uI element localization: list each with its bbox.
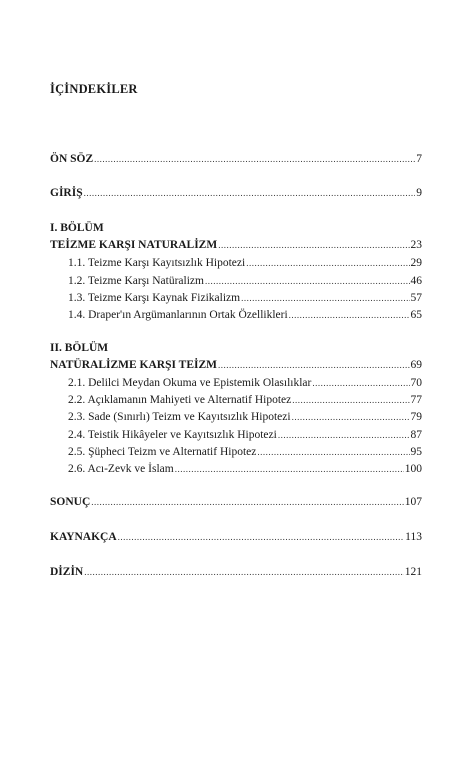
toc-entry-label: 1.1. Teizme Karşı Kayıtsızlık Hipotezi <box>68 257 246 269</box>
toc-page-number: 113 <box>405 531 422 543</box>
toc-page-number: 7 <box>416 153 422 165</box>
page-title: İÇİNDEKİLER <box>50 82 138 96</box>
toc-entry-label: TEİZME KARŞI NATURALİZM <box>50 239 218 251</box>
toc-page-number: 46 <box>410 275 422 287</box>
toc-entry-2-5[interactable] <box>68 445 422 459</box>
toc-entry-label: 2.1. Delilci Meydan Okuma ve Epistemik Olasılıklar <box>68 377 312 389</box>
toc-entry-1-3[interactable] <box>68 291 422 305</box>
dot-leader <box>278 428 410 442</box>
toc-entry-dizin[interactable] <box>50 565 422 579</box>
toc-entry-kaynakca[interactable] <box>50 530 422 544</box>
toc-page-number: 57 <box>410 292 422 304</box>
toc-page-number: 29 <box>410 257 422 269</box>
toc-entry-label: KAYNAKÇA <box>50 531 117 543</box>
toc-entry-label: 1.2. Teizme Karşı Natüralizm <box>68 275 204 287</box>
toc-entry-label: 2.5. Şüpheci Teizm ve Alternatif Hipotez <box>68 446 257 458</box>
dot-leader <box>289 308 410 322</box>
toc-entry-2-3[interactable] <box>68 410 422 424</box>
toc-entry-label: 2.3. Sade (Sınırlı) Teizm ve Kayıtsızlık Hipotezi <box>68 411 291 423</box>
toc-page-number: 121 <box>404 566 422 578</box>
toc-page-number: 79 <box>410 411 422 423</box>
dot-leader <box>246 256 409 270</box>
toc-entry-label: GİRİŞ <box>50 187 83 199</box>
toc-page-number: 65 <box>410 309 422 321</box>
toc-entry-2-4[interactable] <box>68 428 422 442</box>
dot-leader <box>292 393 409 407</box>
dot-leader <box>257 445 409 459</box>
toc-entry-label: SONUÇ <box>50 496 91 508</box>
dot-leader <box>84 186 416 200</box>
toc-entry-label: 1.4. Draper'ın Argümanlarının Ortak Özellikleri <box>68 309 288 321</box>
dot-leader <box>118 530 405 544</box>
part-heading-1: I. BÖLÜM <box>50 222 104 234</box>
dot-leader <box>175 462 404 476</box>
toc-entry-2-2[interactable] <box>68 393 422 407</box>
toc-entry-label: 2.4. Teistik Hikâyeler ve Kayıtsızlık Hipotezi <box>68 429 277 441</box>
toc-page-number: 23 <box>410 239 422 251</box>
part-heading-2: II. BÖLÜM <box>50 342 109 354</box>
toc-entry-1-4[interactable] <box>68 308 422 322</box>
toc-page-number: 77 <box>410 394 422 406</box>
toc-page-number: 9 <box>416 187 422 199</box>
toc-page-number: 107 <box>404 496 422 508</box>
toc-page-number: 70 <box>410 377 422 389</box>
toc-entry-label: NATÜRALİZME KARŞI TEİZM <box>50 359 217 371</box>
toc-entry-label: ÖN SÖZ <box>50 153 94 165</box>
toc-entry-label: DİZİN <box>50 566 84 578</box>
dot-leader <box>84 565 404 579</box>
toc-entry-1-1[interactable] <box>68 256 422 270</box>
toc-entry-part2-title[interactable] <box>50 358 422 372</box>
dot-leader <box>218 238 409 252</box>
toc-entry-giris[interactable] <box>50 186 422 200</box>
dot-leader <box>205 274 410 288</box>
dot-leader <box>292 410 410 424</box>
toc-page-number: 100 <box>404 463 422 475</box>
toc-entry-2-1[interactable] <box>68 376 422 390</box>
dot-leader <box>91 495 403 509</box>
toc-entry-2-6[interactable] <box>68 462 422 476</box>
toc-page-number: 87 <box>410 429 422 441</box>
toc-entry-on-soz[interactable] <box>50 152 422 166</box>
toc-entry-sonuc[interactable] <box>50 495 422 509</box>
dot-leader <box>312 376 409 390</box>
dot-leader <box>218 358 410 372</box>
toc-entry-label: 2.6. Acı-Zevk ve İslam <box>68 463 174 475</box>
toc-entry-label: 2.2. Açıklamanın Mahiyeti ve Alternatif Hipotez <box>68 394 292 406</box>
toc-page-number: 69 <box>410 359 422 371</box>
dot-leader <box>94 152 415 166</box>
toc-entry-1-2[interactable] <box>68 274 422 288</box>
dot-leader <box>241 291 409 305</box>
toc-entry-part1-title[interactable] <box>50 238 422 252</box>
toc-entry-label: 1.3. Teizme Karşı Kaynak Fizikalizm <box>68 292 241 304</box>
toc-page-number: 95 <box>410 446 422 458</box>
